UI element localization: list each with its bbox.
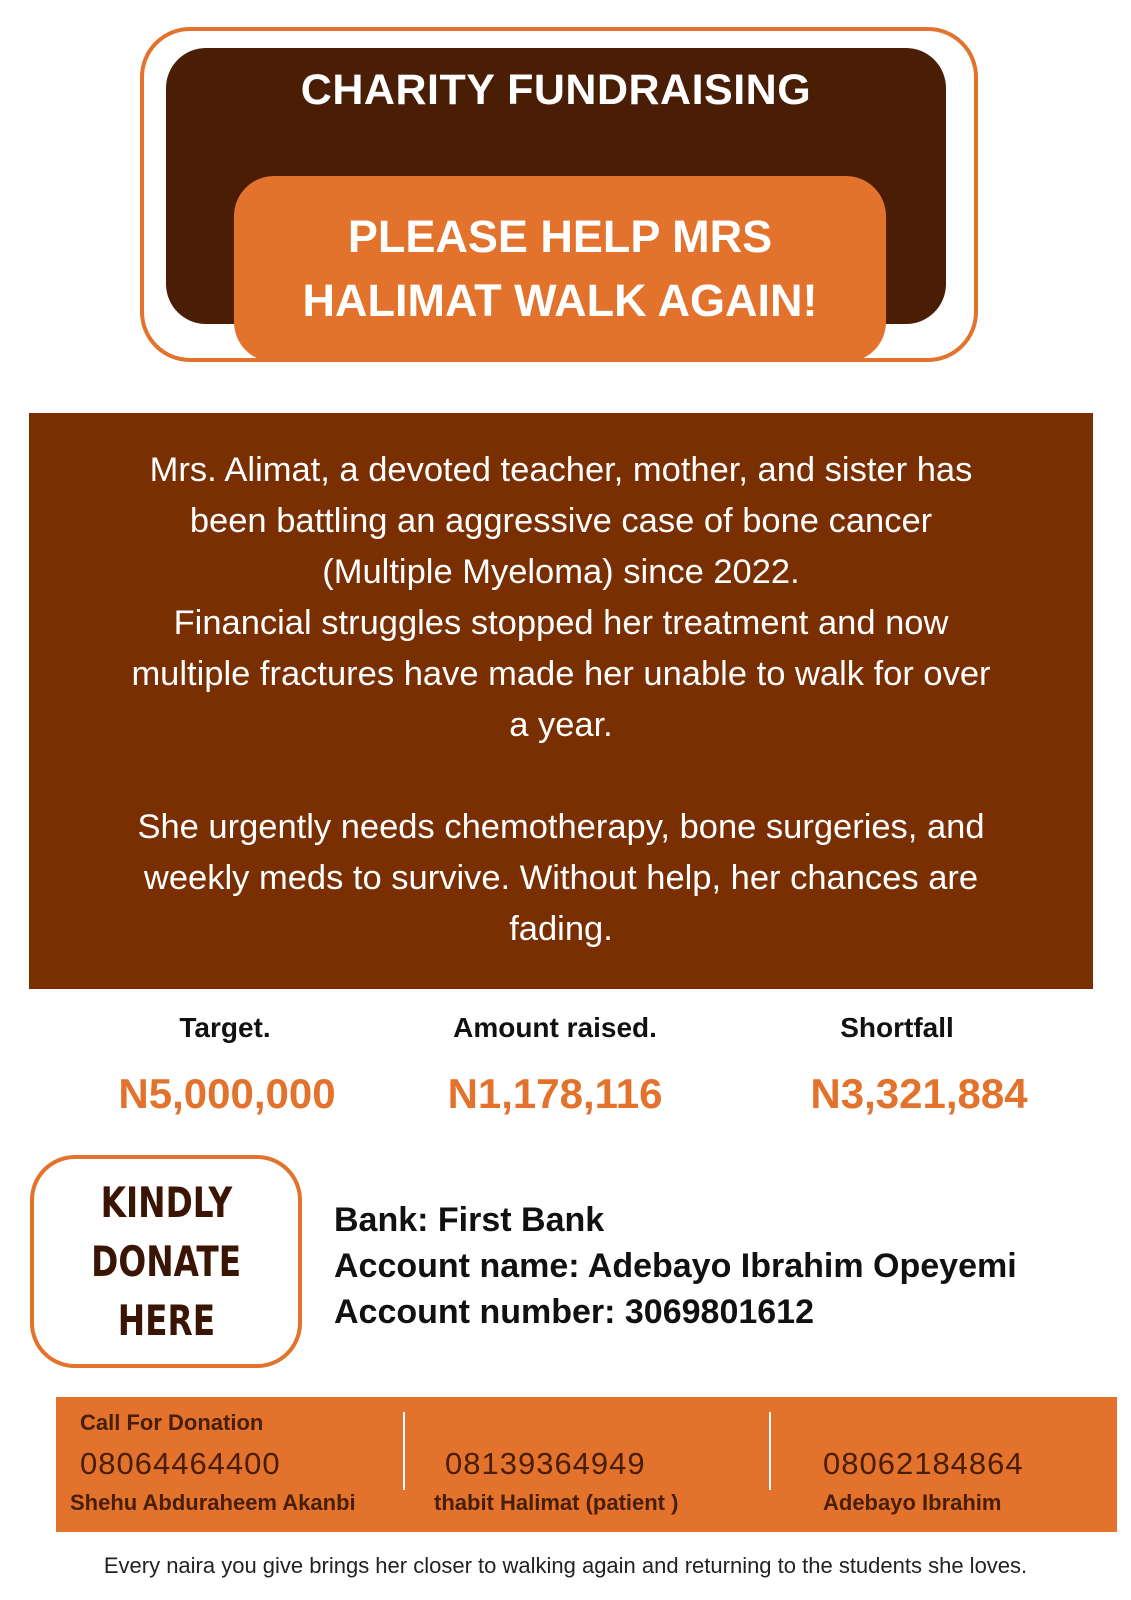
footer-message: Every naira you give brings her closer to walking again and returning to the students she loves.	[103, 1553, 1028, 1578]
contact-phone[interactable]: 08064464400	[80, 1446, 281, 1481]
donate-line-3: HERE	[117, 1296, 215, 1345]
account-name: Account name: Adebayo Ibrahim Opeyemi	[334, 1247, 1017, 1285]
contact-name: thabit Halimat (patient )	[434, 1490, 679, 1515]
contact-phone[interactable]: 08139364949	[445, 1446, 646, 1481]
shortfall-label: Shortfall	[840, 1012, 954, 1043]
contact-name: Shehu Abduraheem Akanbi	[70, 1490, 356, 1515]
story-line: weekly meds to survive. Without help, her chances are	[143, 859, 979, 897]
story-line: fading.	[509, 910, 613, 948]
contact-phone[interactable]: 08062184864	[823, 1446, 1024, 1481]
bank-name: Bank: First Bank	[334, 1201, 605, 1239]
target-value: N5,000,000	[118, 1070, 336, 1117]
appeal-banner	[234, 176, 886, 362]
story-line: She urgently needs chemotherapy, bone surgeries, and	[137, 808, 985, 846]
account-number: Account number: 3069801612	[334, 1293, 814, 1331]
target-label: Target.	[179, 1012, 271, 1043]
story-line: Financial struggles stopped her treatment and now	[173, 604, 949, 642]
paragraph-gap	[53, 751, 1069, 802]
contact-divider	[403, 1412, 405, 1490]
contact-name: Adebayo Ibrahim	[823, 1490, 1002, 1515]
story-line: Mrs. Alimat, a devoted teacher, mother, and sister has	[149, 451, 973, 489]
bank-details	[334, 1197, 1114, 1335]
story-line: multiple fractures have made her unable to walk for over	[131, 655, 991, 693]
appeal-line-1: PLEASE HELP MRS	[347, 211, 773, 262]
appeal-line-2: HALIMAT WALK AGAIN!	[302, 275, 818, 326]
story-line: been battling an aggressive case of bone cancer	[189, 502, 933, 540]
donate-line-1: KINDLY	[100, 1178, 232, 1227]
story-line: (Multiple Myeloma) since 2022.	[322, 553, 800, 591]
story-box	[29, 413, 1093, 989]
header-title: CHARITY FUNDRAISING	[300, 66, 812, 114]
contact-divider	[769, 1412, 771, 1490]
donate-box	[30, 1155, 302, 1368]
story-line: a year.	[509, 706, 613, 744]
call-heading: Call For Donation	[80, 1410, 264, 1435]
amount-raised-value: N1,178,116	[447, 1070, 663, 1117]
donate-line-2: DONATE	[90, 1237, 242, 1286]
shortfall-value: N3,321,884	[810, 1070, 1028, 1117]
amount-raised-label: Amount raised.	[453, 1012, 657, 1043]
